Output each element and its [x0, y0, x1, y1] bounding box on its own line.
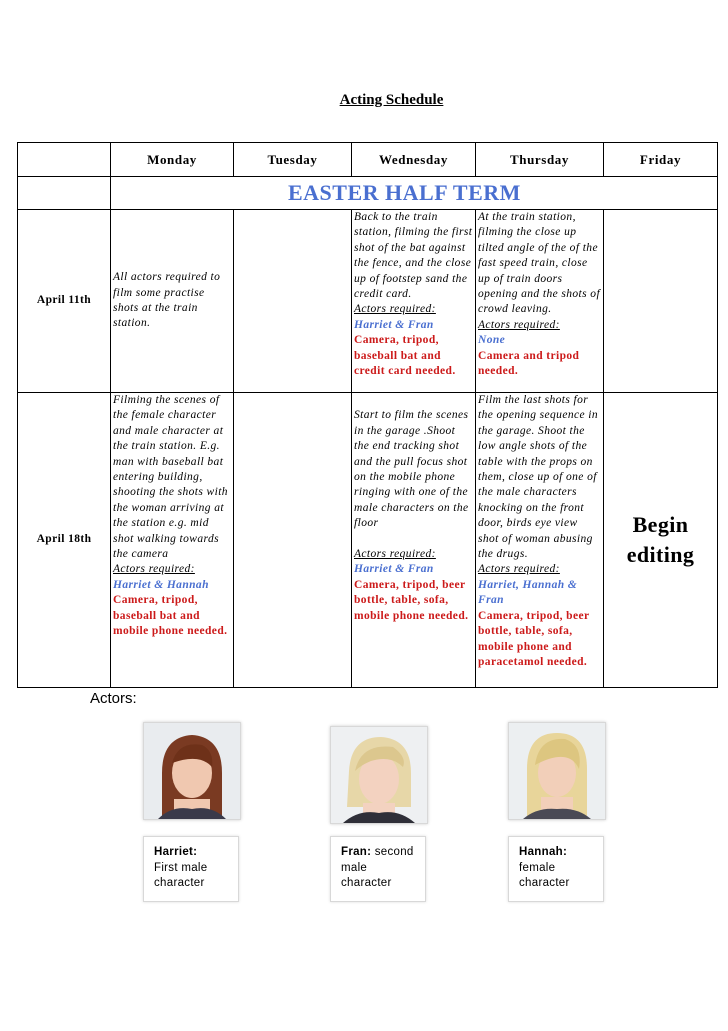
header-blank — [18, 143, 111, 177]
cell-apr18-tuesday — [234, 393, 352, 688]
table-row — [18, 393, 718, 688]
cell-apr11-thursday — [476, 210, 604, 393]
header-tuesday: Tuesday — [234, 143, 352, 177]
portrait-image — [509, 723, 605, 819]
cell-text: Filming the scenes of the female character and male character at the train station. E.g. man with baseball bat entering building, shooting the shots with the woman arriving at the station e.g. mid shot walking towards the camera — [113, 394, 228, 561]
table-row — [18, 210, 718, 393]
actor-photo-hannah — [508, 722, 606, 820]
header-monday: Monday — [111, 143, 234, 177]
cell-apr18-monday — [111, 393, 234, 688]
cell-text: At the train station, filming the close up tilted angle of the of the fast speed train, close up of train doors opening and the shots of crowd leaving. — [478, 211, 601, 316]
equipment-text: Camera and tripod needed. — [478, 349, 580, 378]
cell-apr11-tuesday — [234, 210, 352, 393]
actor-name: Fran: — [341, 846, 372, 858]
equipment-text: Camera, tripod, baseball bat and credit card needed. — [354, 334, 456, 378]
page-title: Acting Schedule — [339, 92, 444, 108]
portrait-image — [331, 727, 427, 823]
cell-text: All actors required to film some practise shots at the train station. — [113, 271, 221, 330]
easter-blank-cell — [18, 177, 111, 210]
equipment-text: Camera, tripod, beer bottle, table, sofa, mobile phone and paracetamol needed. — [478, 609, 590, 668]
actors-names: Harriet, Hannah & Fran — [478, 578, 578, 607]
actor-role: second male character — [341, 846, 414, 889]
header-friday: Friday — [604, 143, 718, 177]
actors-names: Harriet & Hannah — [113, 578, 209, 591]
actor-photo-harriet — [143, 722, 241, 820]
header-row — [18, 143, 718, 177]
cell-text: Film the last shots for the opening sequence in the garage. Shoot the low angle shots of the table with the props on them, close up of one of the male characters knocking on the front door, birds eye view shot of woman abusing the drugs. — [478, 394, 599, 561]
cell-apr18-thursday — [476, 393, 604, 688]
row-label-april-18: April 18th — [18, 393, 111, 688]
actors-names: Harriet & Fran — [354, 563, 434, 576]
equipment-text: Camera, tripod, baseball bat and mobile phone needed. — [113, 594, 228, 638]
cell-apr11-monday — [111, 210, 234, 393]
cell-text: Back to the train station, filming the first shot of the bat against the fence, and the close up of footstep sand the credit card. — [354, 211, 473, 301]
actors-names: Harriet & Fran — [354, 318, 434, 331]
actors-required-label: Actors required: — [478, 563, 560, 576]
actor-card-fran — [330, 836, 426, 902]
cell-apr11-friday — [604, 210, 718, 393]
portrait-image — [144, 723, 240, 819]
actor-card-harriet — [143, 836, 239, 902]
actors-heading: Actors: — [90, 690, 137, 707]
actors-required-label: Actors required: — [478, 318, 560, 331]
actor-role: female character — [519, 861, 570, 889]
actor-role: First male character — [154, 861, 208, 889]
easter-row — [18, 177, 718, 210]
actors-required-label: Actors required: — [354, 548, 436, 561]
header-thursday: Thursday — [476, 143, 604, 177]
cell-apr18-friday: Begin editing — [604, 393, 718, 688]
easter-banner: EASTER HALF TERM — [288, 180, 521, 205]
easter-cell — [111, 177, 718, 210]
row-label-april-11: April 11th — [18, 210, 111, 393]
actor-card-hannah — [508, 836, 604, 902]
actors-required-label: Actors required: — [354, 303, 436, 316]
actor-name: Hannah: — [519, 846, 568, 858]
actors-required-label: Actors required: — [113, 563, 195, 576]
actors-names: None — [478, 334, 506, 347]
equipment-text: Camera, tripod, beer bottle, table, sofa, mobile phone needed. — [354, 578, 469, 622]
cell-apr11-wednesday — [352, 210, 476, 393]
cell-apr18-wednesday — [352, 393, 476, 688]
header-wednesday: Wednesday — [352, 143, 476, 177]
cell-text: Start to film the scenes in the garage .Shoot the end tracking shot and the pull focus shot on the mobile phone ringing with one of the male characters on the floor — [354, 409, 469, 530]
actor-photo-fran — [330, 726, 428, 824]
schedule-table — [17, 142, 718, 688]
actor-name: Harriet: — [154, 846, 198, 858]
